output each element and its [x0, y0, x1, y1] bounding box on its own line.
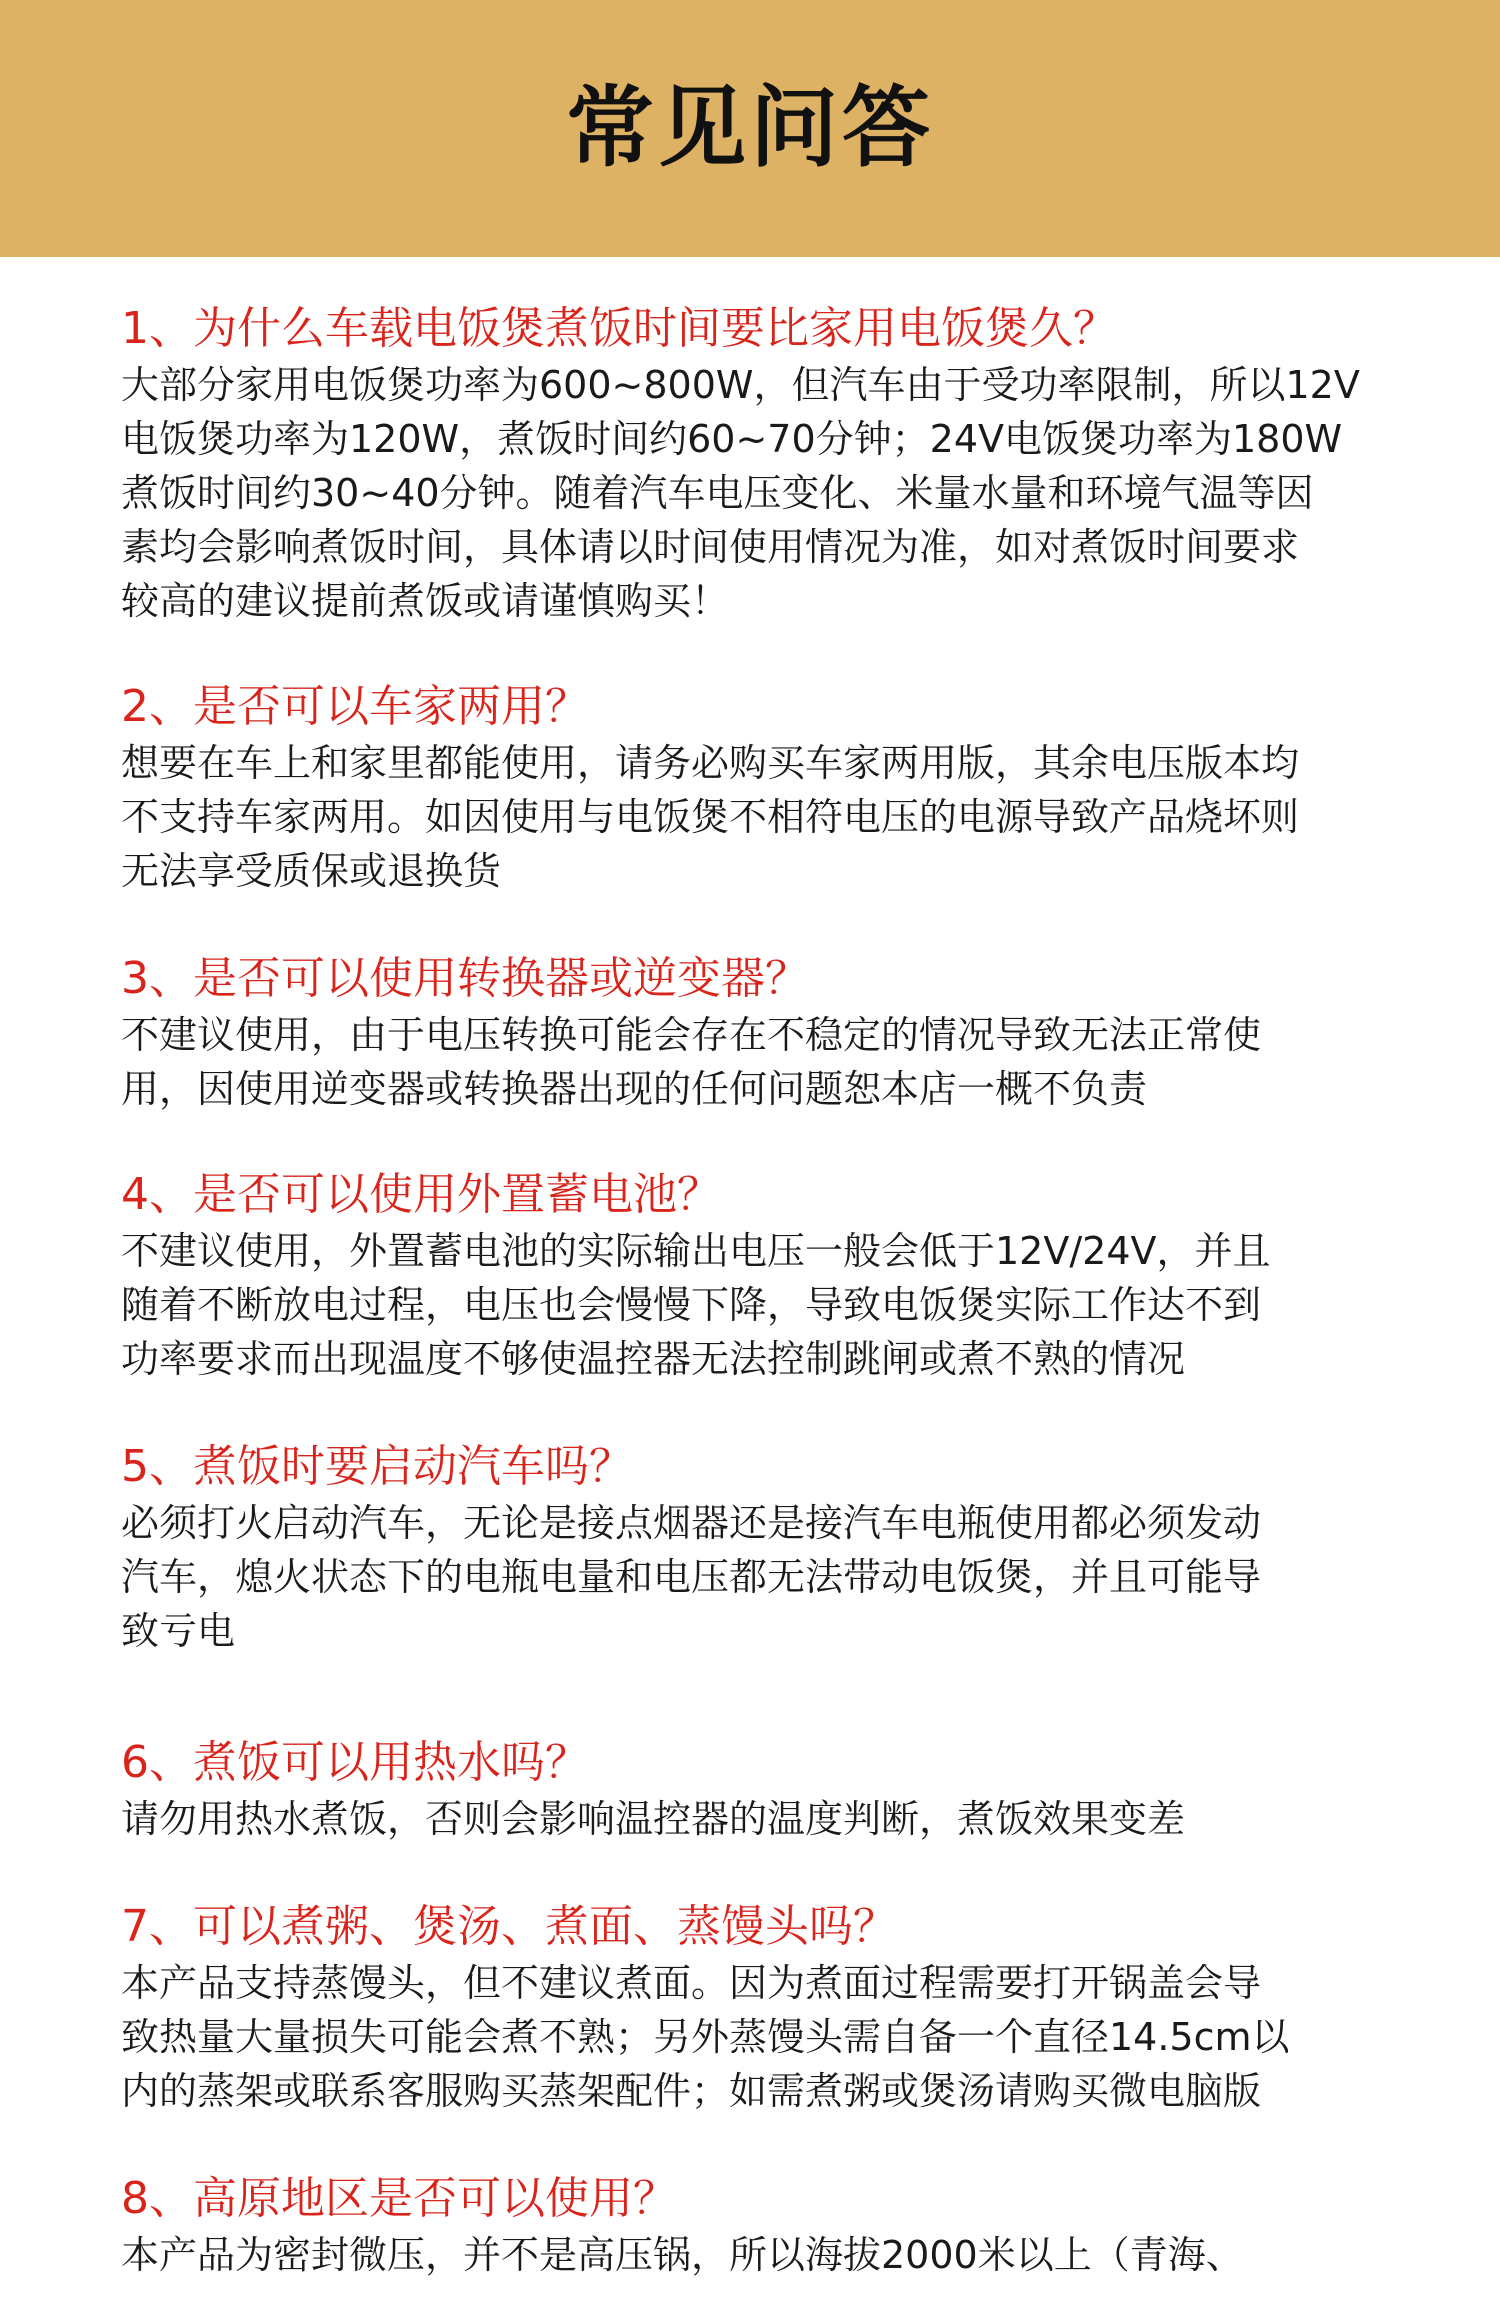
faq-item [121, 1166, 1421, 1386]
answer-line: 内的蒸架或联系客服购买蒸架配件；如需煮粥或煲汤请购买微电脑版 [121, 2069, 1262, 2113]
answer-line: 素均会影响煮饭时间，具体请以时间使用情况为准，如对煮饭时间要求 [121, 525, 1300, 569]
faq-answer [121, 736, 1421, 898]
faq-item [121, 2170, 1421, 2282]
faq-answer [121, 1224, 1421, 1386]
faq-answer [121, 358, 1421, 628]
faq-item [121, 300, 1421, 628]
answer-line: 煮饭时间约30~40分钟。随着汽车电压变化、米量水量和环境气温等因 [121, 471, 1314, 515]
answer-line: 用，因使用逆变器或转换器出现的任何问题恕本店一概不负责 [121, 1067, 1148, 1111]
page-title: 常见问答 [565, 75, 934, 179]
faq-item [121, 678, 1421, 898]
answer-line: 不支持车家两用。如因使用与电饭煲不相符电压的电源导致产品烧坏则 [121, 795, 1300, 839]
faq-answer [121, 1792, 1421, 1846]
answer-line: 致亏电 [121, 1609, 236, 1653]
faq-question: 4、是否可以使用外置蓄电池？ [121, 1169, 721, 1220]
answer-line: 汽车，熄火状态下的电瓶电量和电压都无法带动电饭煲，并且可能导 [121, 1555, 1262, 1599]
answer-line: 无法享受质保或退换货 [121, 849, 502, 893]
faq-answer [121, 2228, 1421, 2282]
answer-line: 致热量大量损失可能会煮不熟；另外蒸馒头需自备一个直径14.5cm以 [121, 2015, 1290, 2059]
faq-question: 7、可以煮粥、煲汤、煮面、蒸馒头吗？ [121, 1901, 897, 1952]
faq-question: 8、高原地区是否可以使用？ [121, 2173, 677, 2224]
answer-line: 本产品支持蒸馒头，但不建议煮面。因为煮面过程需要打开锅盖会导 [121, 1961, 1262, 2005]
faq-question: 6、煮饭可以用热水吗？ [121, 1737, 589, 1788]
faq-question: 1、为什么车载电饭煲煮饭时间要比家用电饭煲久？ [121, 303, 1117, 354]
answer-line: 不建议使用，外置蓄电池的实际输出电压一般会低于12V/24V，并且 [121, 1229, 1271, 1273]
answer-line: 必须打火启动汽车，无论是接点烟器还是接汽车电瓶使用都必须发动 [121, 1501, 1262, 1545]
faq-item [121, 1734, 1421, 1846]
answer-line: 想要在车上和家里都能使用，请务必购买车家两用版，其余电压版本均 [121, 741, 1300, 785]
faq-answer [121, 1496, 1421, 1658]
answer-line: 不建议使用，由于电压转换可能会存在不稳定的情况导致无法正常使 [121, 1013, 1262, 1057]
answer-line: 功率要求而出现温度不够使温控器无法控制跳闸或煮不熟的情况 [121, 1337, 1186, 1381]
answer-line: 电饭煲功率为120W，煮饭时间约60~70分钟；24V电饭煲功率为180W [121, 417, 1343, 461]
faq-item [121, 950, 1421, 1116]
faq-answer [121, 1956, 1421, 2118]
faq-item [121, 1438, 1421, 1658]
answer-line: 大部分家用电饭煲功率为600~800W，但汽车由于受功率限制，所以12V [121, 363, 1360, 407]
answer-line: 较高的建议提前煮饭或请谨慎购买！ [121, 579, 730, 623]
answer-line: 请勿用热水煮饭，否则会影响温控器的温度判断，煮饭效果变差 [121, 1797, 1186, 1841]
answer-line: 随着不断放电过程，电压也会慢慢下降，导致电饭煲实际工作达不到 [121, 1283, 1262, 1327]
faq-question: 2、是否可以车家两用？ [121, 681, 589, 732]
header-banner [0, 0, 1500, 257]
faq-question: 5、煮饭时要启动汽车吗？ [121, 1441, 633, 1492]
faq-list [121, 300, 1421, 2282]
faq-answer [121, 1008, 1421, 1116]
faq-question: 3、是否可以使用转换器或逆变器？ [121, 953, 809, 1004]
answer-line: 本产品为密封微压，并不是高压锅，所以海拔2000米以上（青海、 [121, 2233, 1244, 2277]
faq-item [121, 1898, 1421, 2118]
